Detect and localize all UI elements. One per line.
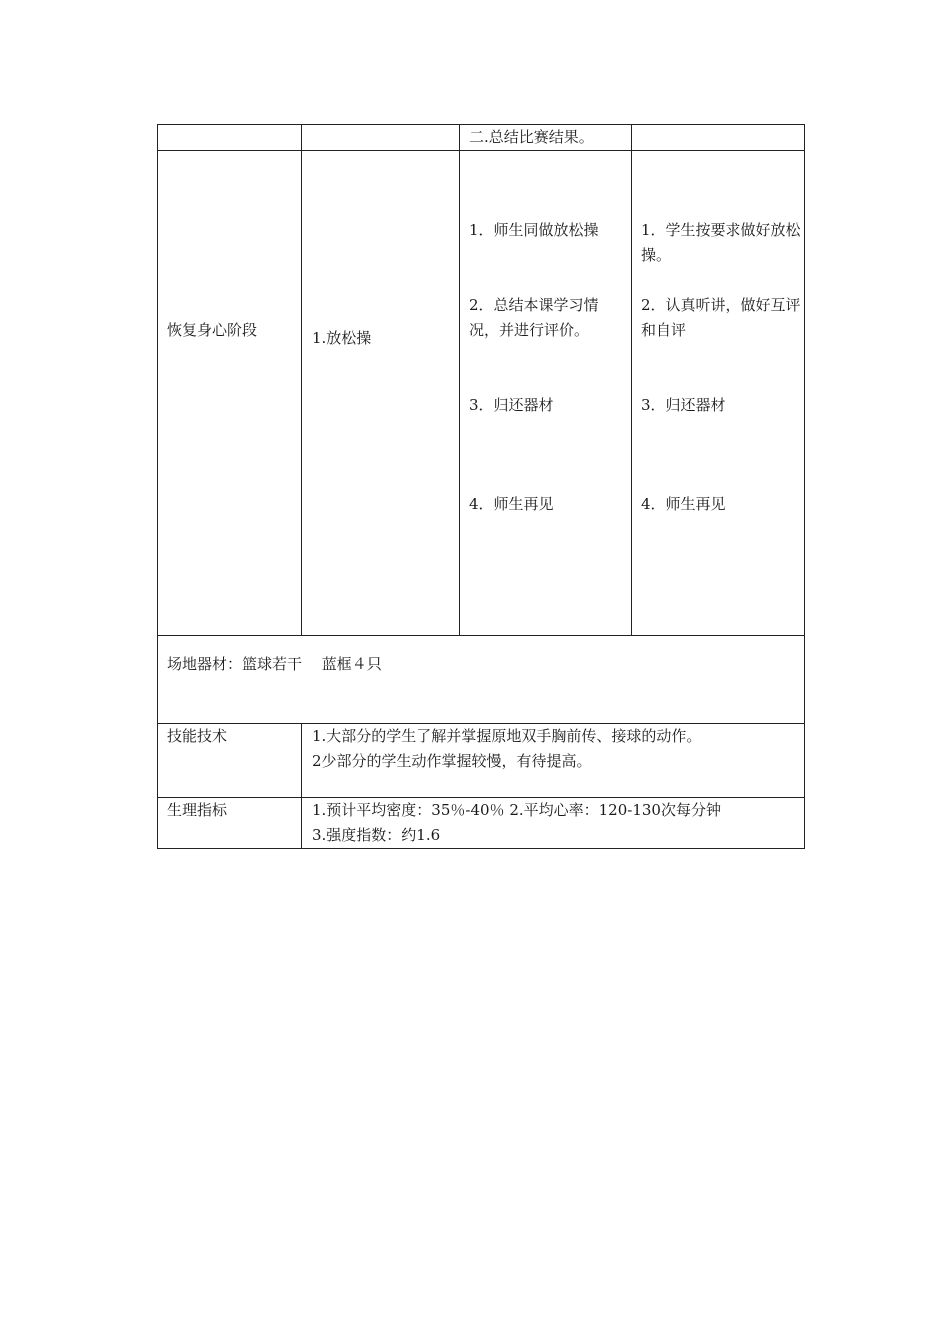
- physio-label: 生理指标: [167, 801, 228, 819]
- equipment-text: 场地器材：篮球若干 蓝框４只: [167, 655, 382, 673]
- teacher-activity-cell: [459, 150, 632, 636]
- top-row-cell-3: [459, 124, 632, 151]
- teacher-step-2: 2．总结本课学习情况，并进行评价。: [469, 296, 599, 339]
- physio-line-1: 1.预计平均密度：35％-40％ 2.平均心率：120-130次每分钟: [312, 801, 721, 819]
- skills-label-cell: [157, 723, 302, 798]
- teacher-step-1: 1．师生同做放松操: [469, 221, 599, 239]
- recovery-stage-cell: [157, 150, 302, 636]
- recovery-content-cell: [301, 150, 460, 636]
- student-activity-cell: [631, 150, 805, 636]
- skills-line-2: 2少部分的学生动作掌握较慢，有待提高。: [312, 752, 592, 770]
- recovery-stage-label: 恢复身心阶段: [167, 321, 258, 339]
- skills-label: 技能技术: [167, 727, 228, 745]
- physio-line-2: 3.强度指数：约1.6: [312, 826, 441, 844]
- student-step-4: 4．师生再见: [641, 495, 726, 513]
- teacher-step-4: 4．师生再见: [469, 495, 554, 513]
- equipment-cell: [157, 635, 805, 724]
- summary-result-text: 二.总结比赛结果。: [469, 128, 594, 146]
- student-step-1: 1．学生按要求做好放松操。: [641, 221, 801, 264]
- student-step-3: 3．归还器材: [641, 396, 726, 414]
- top-row-cell-4: [631, 124, 805, 151]
- relaxation-exercise-text: 1.放松操: [312, 329, 372, 347]
- skills-content-cell: [301, 723, 805, 798]
- physio-content-cell: [301, 797, 805, 849]
- teacher-step-3: 3．归还器材: [469, 396, 554, 414]
- top-row-cell-2: [301, 124, 460, 151]
- top-row-cell-1: [157, 124, 302, 151]
- student-step-2: 2．认真听讲，做好互评和自评: [641, 296, 801, 339]
- skills-line-1: 1.大部分的学生了解并掌握原地双手胸前传、接球的动作。: [312, 727, 702, 745]
- physio-label-cell: [157, 797, 302, 849]
